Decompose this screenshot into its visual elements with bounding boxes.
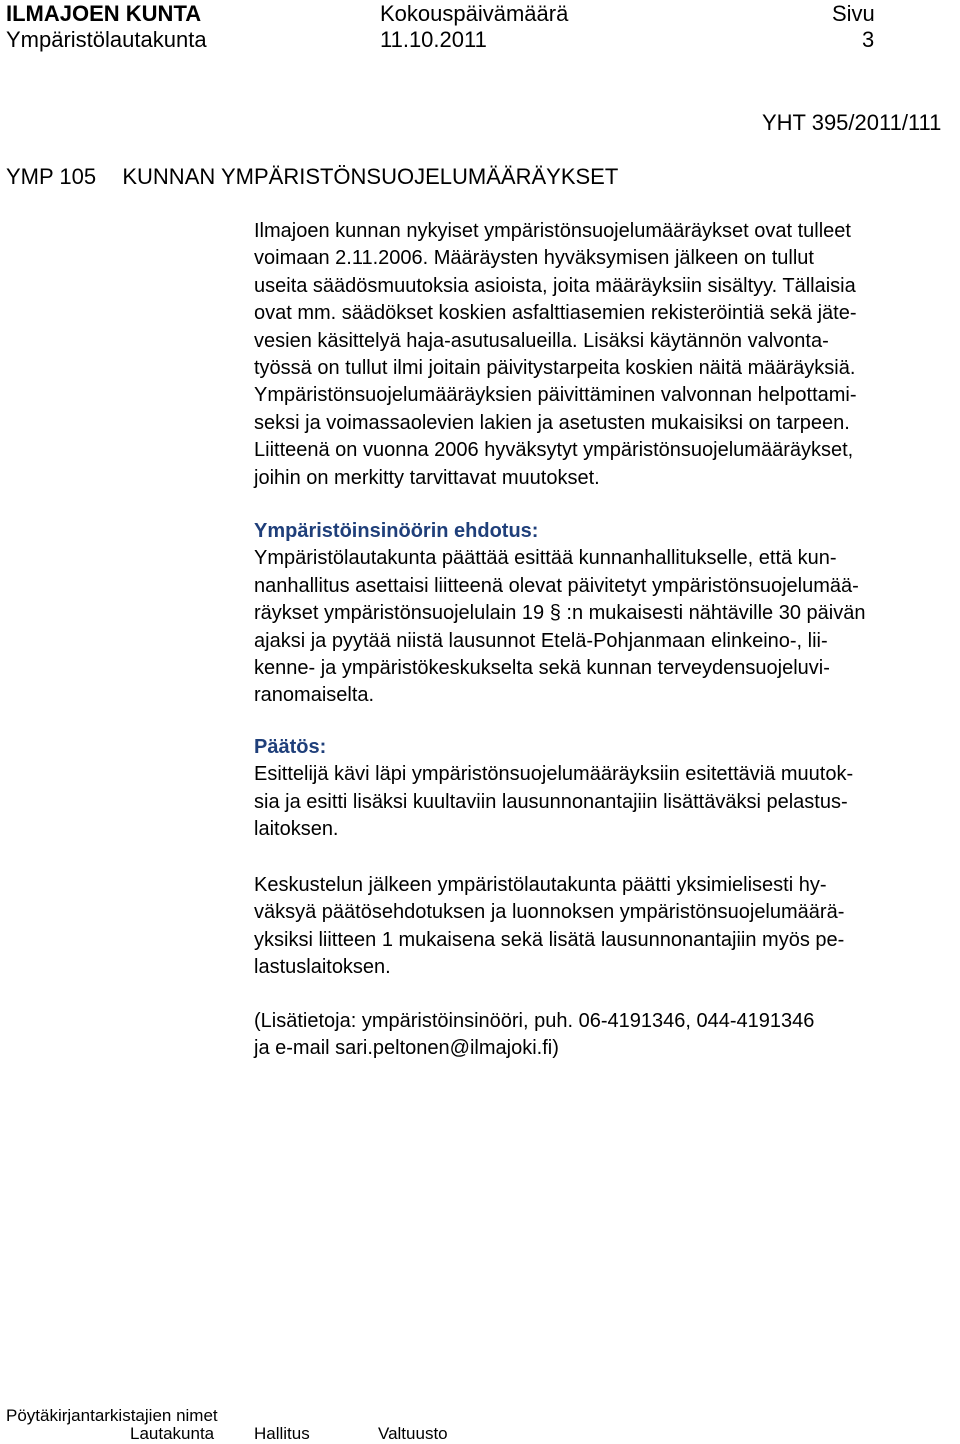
text-line: voimaan 2.11.2006. Määräysten hyväksymisen jälkeen on tullut [254, 247, 814, 270]
text-line: kenne- ja ympäristökeskukselta sekä kunnan terveydensuojeluvi- [254, 657, 830, 680]
proposal-section [254, 518, 954, 710]
text-line: sia ja esitti lisäksi kuultaviin lausunnonantajiin lisättäväksi pelastus- [254, 790, 848, 813]
meeting-date: 11.10.2011 [380, 27, 487, 52]
text-line: väksyä päätösehdotuksen ja luonnoksen ympäristönsuojelumäärä- [254, 901, 845, 924]
item-title: KUNNAN YMPÄRISTÖNSUOJELUMÄÄRÄYKSET [122, 164, 619, 189]
organization-name: ILMAJOEN KUNTA [6, 1, 202, 26]
text-line: useita säädösmuutoksia asioista, joita määräyksiin sisältyy. Tällaisia [254, 274, 856, 297]
page-number: 3 [862, 27, 875, 52]
text-line: Keskustelun jälkeen ympäristölautakunta päätti yksimielisesti hy- [254, 874, 827, 896]
text-line: lastuslaitoksen. [254, 956, 391, 979]
discussion-paragraph [254, 872, 954, 982]
proposal-heading: Ympäristöinsinöörin ehdotus: [254, 520, 539, 542]
text-line: (Lisätietoja: ympäristöinsinööri, puh. 06-4191346, 044-4191346 [254, 1010, 815, 1032]
page-footer [0, 1402, 960, 1442]
text-line: Esittelijä kävi läpi ympäristönsuojelumääräyksiin esitettäviä muutok- [254, 763, 854, 786]
text-line: Liitteenä on vuonna 2006 hyväksytyt ympäristönsuojelumääräykset, [254, 439, 854, 462]
text-line: ranomaiselta. [254, 684, 375, 707]
decision-heading: Päätös: [254, 736, 327, 758]
board-name: Ympäristölautakunta [6, 27, 207, 52]
text-line: joihin on merkitty tarvittavat muutokset. [254, 466, 600, 489]
text-line: räykset ympäristönsuojelulain 19 § :n mukaisesti nähtäville 30 päivän [254, 602, 866, 625]
text-line: seksi ja voimassaolevien lakien ja asetusten mukaisiksi on tarpeen. [254, 411, 850, 434]
text-line: Ympäristönsuojelumääräyksien päivittäminen valvonnan helpottami- [254, 384, 857, 407]
text-line: Ympäristölautakunta päättää esittää kunnanhallitukselle, että kun- [254, 547, 837, 570]
text-line: Ilmajoen kunnan nykyiset ympäristönsuojelumääräykset ovat tulleet [254, 220, 851, 242]
text-line: laitoksen. [254, 818, 339, 841]
footer-council: Valtuusto [378, 1424, 448, 1443]
text-line: ja e-mail sari.peltonen@ilmajoki.fi) [254, 1037, 559, 1060]
text-line: vesien käsittelyä haja-asutusalueilla. Lisäksi käytännön valvonta- [254, 329, 829, 352]
item-number: YMP 105 [6, 164, 97, 189]
agenda-item-heading [6, 164, 618, 190]
meeting-date-label: Kokouspäivämäärä [380, 1, 569, 26]
lead-paragraph [254, 218, 954, 492]
text-line: nanhallitus asettaisi liitteenä olevat päivitetyt ympäristönsuojelumää- [254, 574, 859, 597]
text-line: yksiksi liitteen 1 mukaisena sekä lisätä lausunnonantajiin myös pe- [254, 928, 845, 951]
checkers-label: Pöytäkirjantarkistajien nimet [6, 1406, 218, 1425]
contact-info [254, 1008, 954, 1063]
page-header [0, 0, 960, 56]
reference-code: YHT 395/2011/111 [762, 110, 942, 135]
page-label: Sivu [832, 1, 875, 26]
footer-government: Hallitus [254, 1424, 310, 1443]
text-line: työssä on tullut ilmi joitain päivitystarpeita koskien näitä määräyksiä. [254, 357, 856, 380]
decision-section [254, 734, 954, 844]
footer-board: Lautakunta [130, 1424, 215, 1443]
text-line: ovat mm. säädökset koskien asfalttiasemien rekisteröintiä sekä jäte- [254, 302, 857, 325]
text-line: ajaksi ja pyytää niistä lausunnot Etelä-Pohjanmaan elinkeino-, lii- [254, 629, 828, 652]
